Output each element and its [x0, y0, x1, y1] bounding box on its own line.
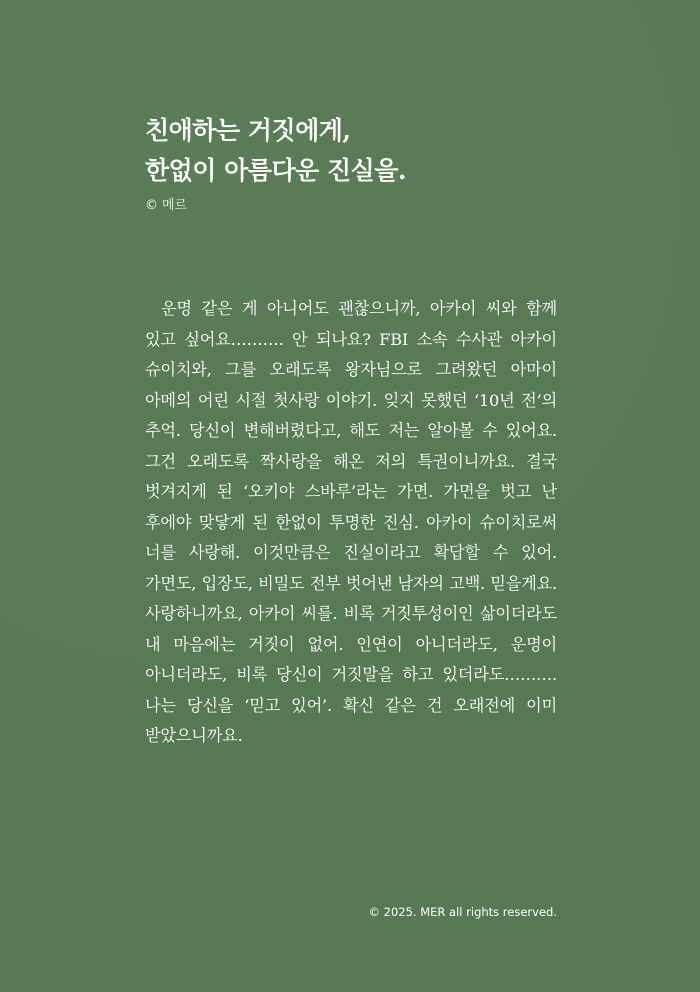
copyright-footer: © 2025. MER all rights reserved. [368, 905, 557, 919]
title-line-1: 친애하는 거짓에게, [145, 116, 351, 145]
synopsis-paragraph: 운명 같은 게 아니어도 괜찮으니까, 아카이 씨와 함께 있고 싶어요………. 안 되나요? FBI 소속 수사관 아카이 슈이치와, 그를 오래도록 왕자님으로 그려왔던 아마이 아메의 어린 시절 첫사랑 이야기. 잊지 못했던 ‘10년 전’의 추억. 당신이 변해버렸다고, 해도 저는 알아볼 수 있어요. 그건 오래도록 짝사랑을 해온 저의 특권이니까요. 결국 벗겨지게 된 ‘오키야 스바루’라는 가면. 가면을 벗고 난 후에야 맞닿게 된 한없이 투명한 진심. 아카이 슈이치로써 너를 사랑해. 이것만큼은 진실이라고 확답할 수 있어. 가면도, 입장도, 비밀도 전부 벗어낸 남자의 고백. 믿을게요. 사랑하니까요, 아카이 씨를. 비록 거짓투성이인 삶이더라도 내 마음에는 거짓이 없어. 인연이 아니더라도, 운명이 아니더라도, 비록 당신이 거짓말을 하고 있더라도………. 나는 당신을 ‘믿고 있어’. 확신 같은 건 오래전에 이미 받았으니까요. [145, 299, 557, 746]
title-line-2: 한없이 아름다운 진실을. [145, 156, 407, 185]
copyright-icon: © [145, 198, 158, 213]
author-name: 메르 [162, 198, 188, 213]
title-block [145, 111, 565, 215]
author-credit [145, 197, 565, 215]
